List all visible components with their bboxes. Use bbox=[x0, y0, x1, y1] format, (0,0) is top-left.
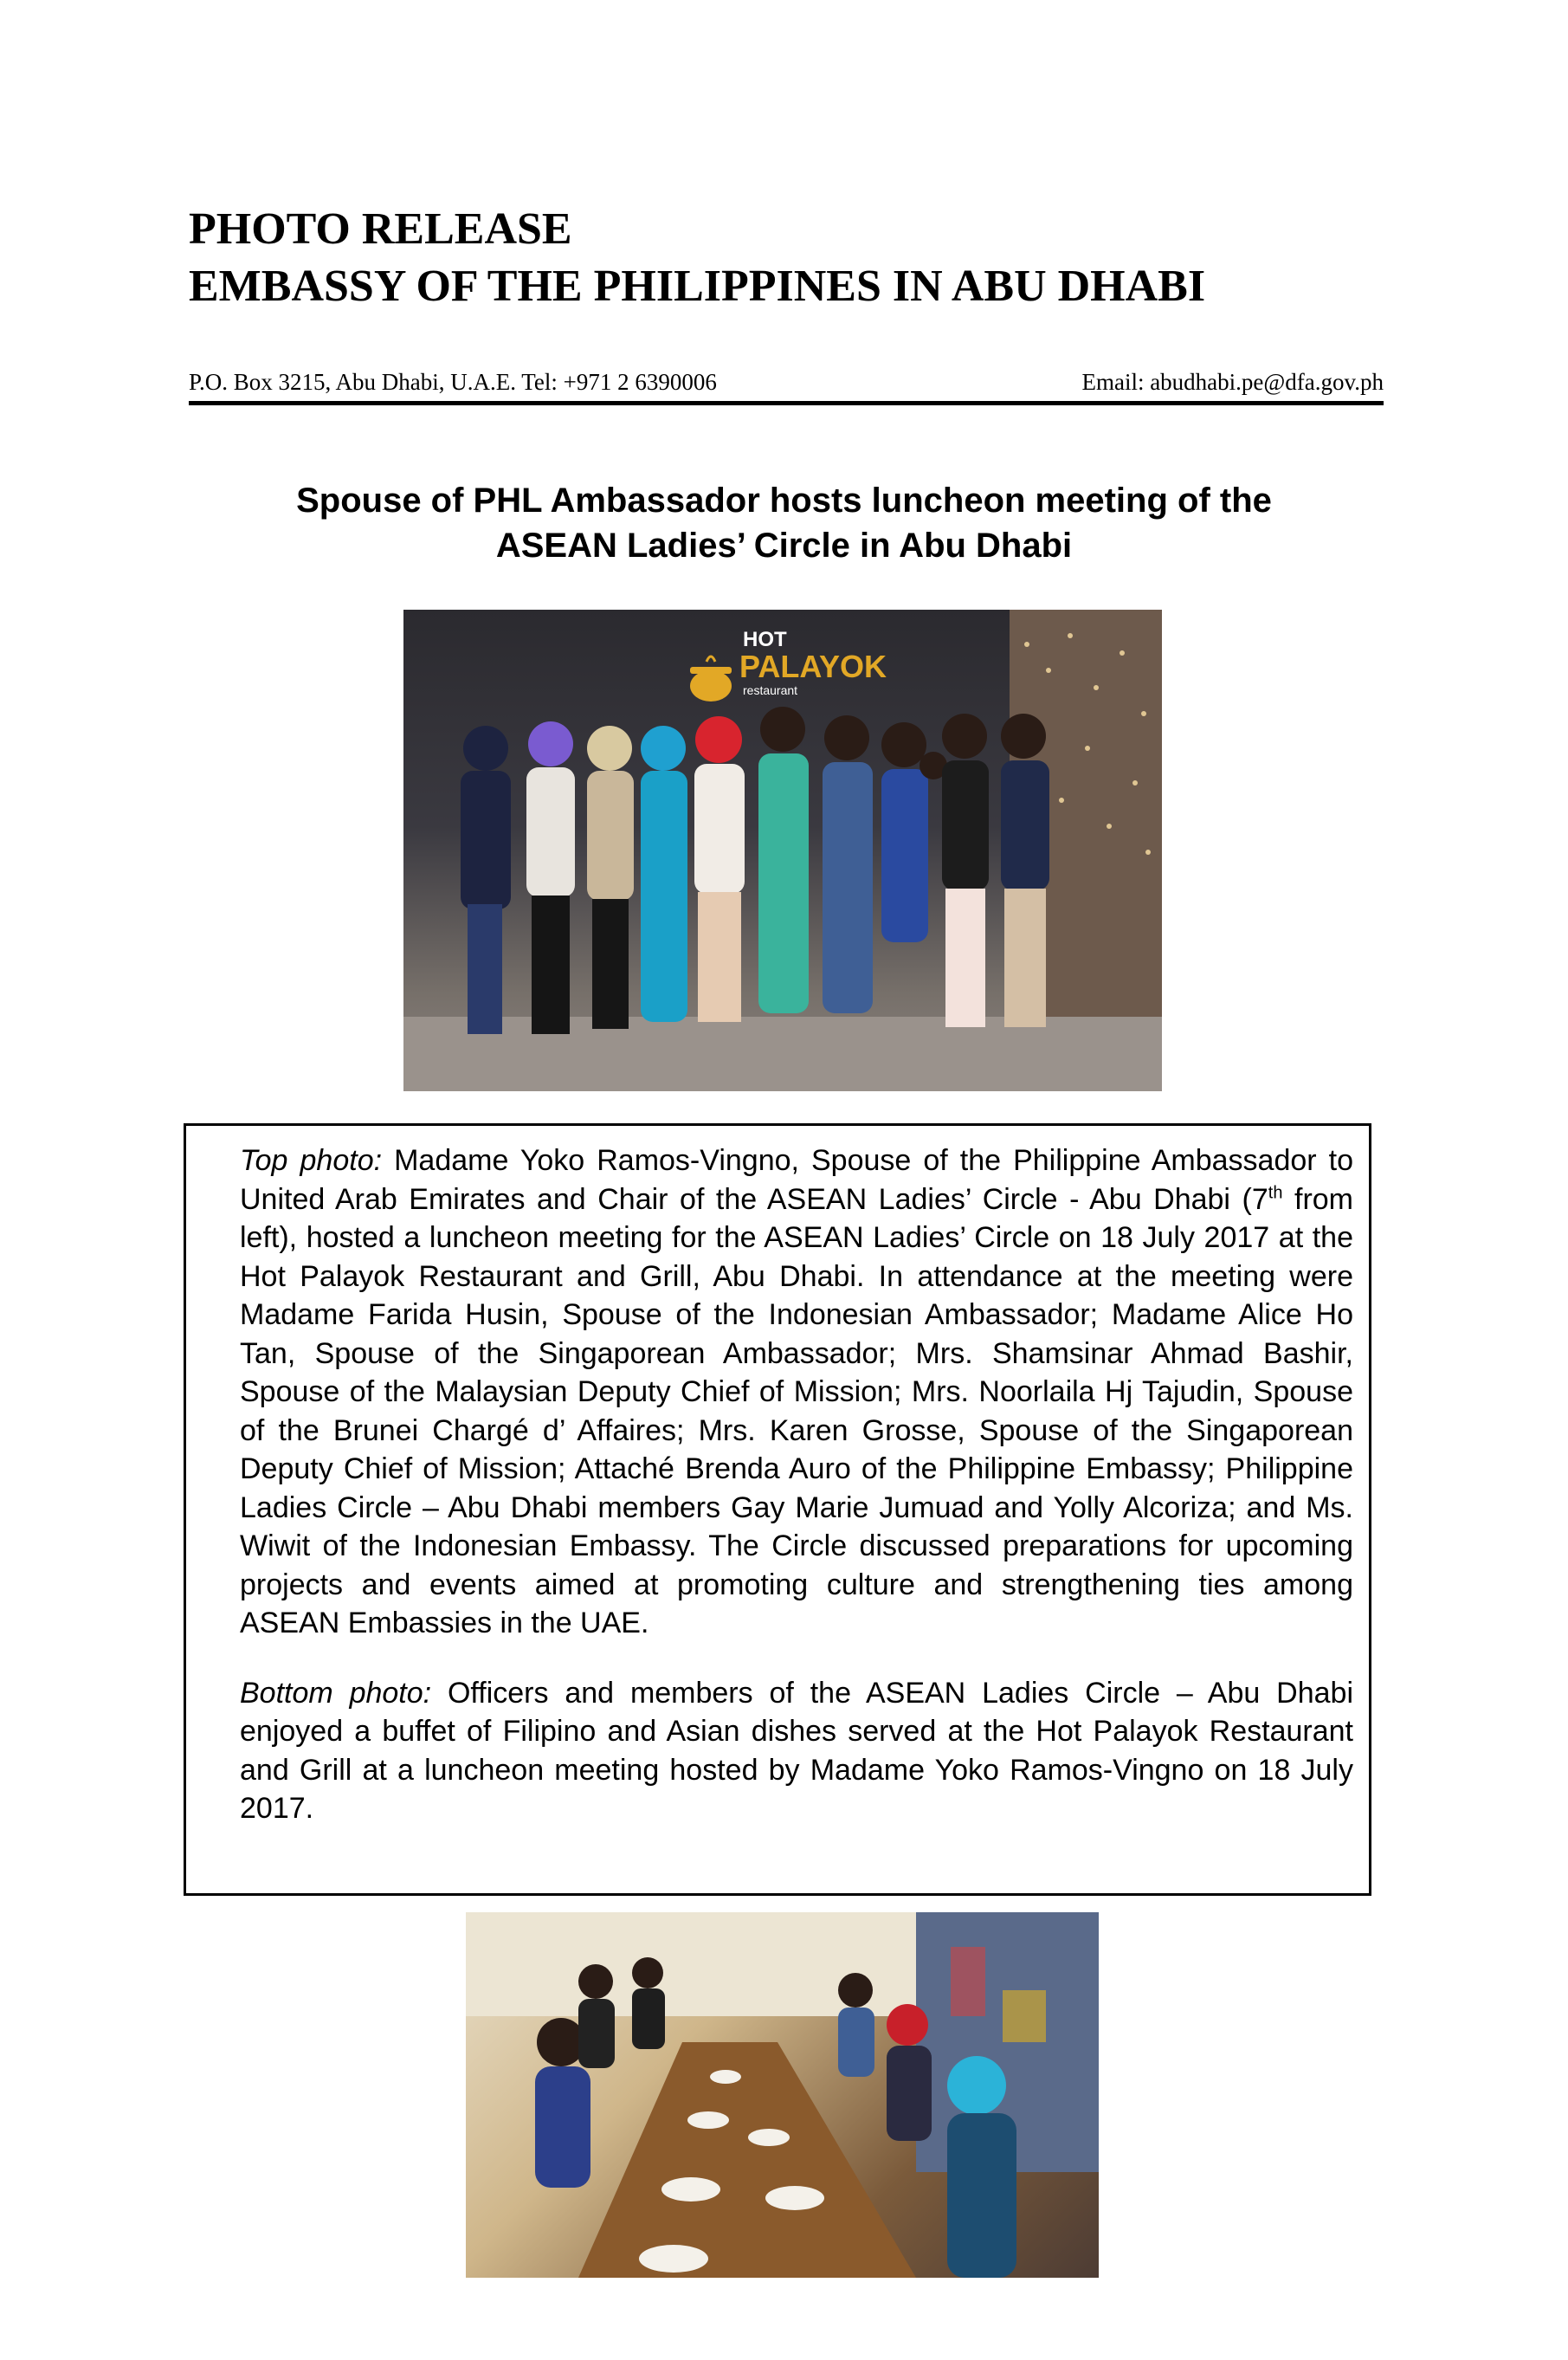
sign-palayok: PALAYOK bbox=[739, 649, 887, 684]
headline bbox=[173, 478, 1395, 568]
top-photo-illustration bbox=[403, 610, 1162, 1091]
top-photo-caption bbox=[240, 1141, 1353, 1643]
headline-line1: Spouse of PHL Ambassador hosts luncheon meeting of the bbox=[296, 482, 1272, 520]
bottom-caption-text: Officers and members of the ASEAN Ladies Circle – Abu Dhabi enjoyed a buffet of Filipino and Asian dishes served at the Hot Palayok Restaurant and Grill at a luncheon meeting hosted by Madame Yoko Ramos-Vingno on 18 July 2017. bbox=[240, 1676, 1354, 1825]
top-photo bbox=[403, 610, 1162, 1091]
email-text: Email: abudhabi.pe@dfa.gov.ph bbox=[1081, 369, 1384, 395]
document-title-line1: PHOTO RELEASE bbox=[189, 204, 572, 254]
top-photo-label: Top photo: bbox=[240, 1144, 383, 1177]
top-caption-text-a: Madame Yoko Ramos-Vingno, Spouse of the Philippine Ambassador to United Arab Emirates and Chair of the ASEAN Ladies’ Circle - Abu Dhabi (7 bbox=[240, 1144, 1353, 1216]
sign-hot: HOT bbox=[743, 628, 787, 651]
letterhead bbox=[189, 201, 1384, 315]
palayok-logo-icon bbox=[690, 656, 732, 702]
top-caption-text-b: from left), hosted a luncheon meeting for the ASEAN Ladies’ Circle on 18 July 2017 at the Hot Palayok Restaurant and Grill, Abu Dhabi. In attendance at the meeting were Madame Farida Husin, Spouse of the Indonesian Ambassador; Madame Alice Ho Tan, Spouse of the Singaporean Ambassador; Mrs. Shamsinar Ahmad Bashir, Spouse of the Malaysian Deputy Chief of Mission; Mrs. Noorlaila Hj Tajudin, Spouse of the Brunei Chargé d’ Affaires; Mrs. Karen Grosse, Spouse of the Singaporean Deputy Chief of Mission; Attaché Brenda Auro of the Philippine Embassy; Philippine Ladies Circle – Abu Dhabi members Gay Marie Jumuad and Yolly Alcoriza; and Ms. Wiwit of the Indonesian Embassy. The Circle discussed preparations for upcoming projects and events aimed at promoting culture and strengthening ties among ASEAN Embassies in the UAE. bbox=[240, 1182, 1353, 1639]
contact-row bbox=[189, 364, 1384, 405]
sign-restaurant: restaurant bbox=[743, 683, 798, 697]
ordinal-suffix: th bbox=[1268, 1183, 1283, 1203]
bottom-photo bbox=[466, 1912, 1099, 2278]
bottom-photo-caption bbox=[240, 1674, 1353, 1828]
bottom-photo-label: Bottom photo: bbox=[240, 1676, 432, 1710]
bottom-photo-illustration bbox=[466, 1912, 1099, 2278]
group-of-women bbox=[461, 707, 1049, 1034]
address-text: P.O. Box 3215, Abu Dhabi, U.A.E. Tel: +971 2 6390006 bbox=[189, 369, 717, 395]
headline-line2: ASEAN Ladies’ Circle in Abu Dhabi bbox=[495, 527, 1073, 565]
caption-box bbox=[184, 1123, 1371, 1896]
document-title-line2: EMBASSY OF THE PHILIPPINES IN ABU DHABI bbox=[189, 262, 1206, 311]
